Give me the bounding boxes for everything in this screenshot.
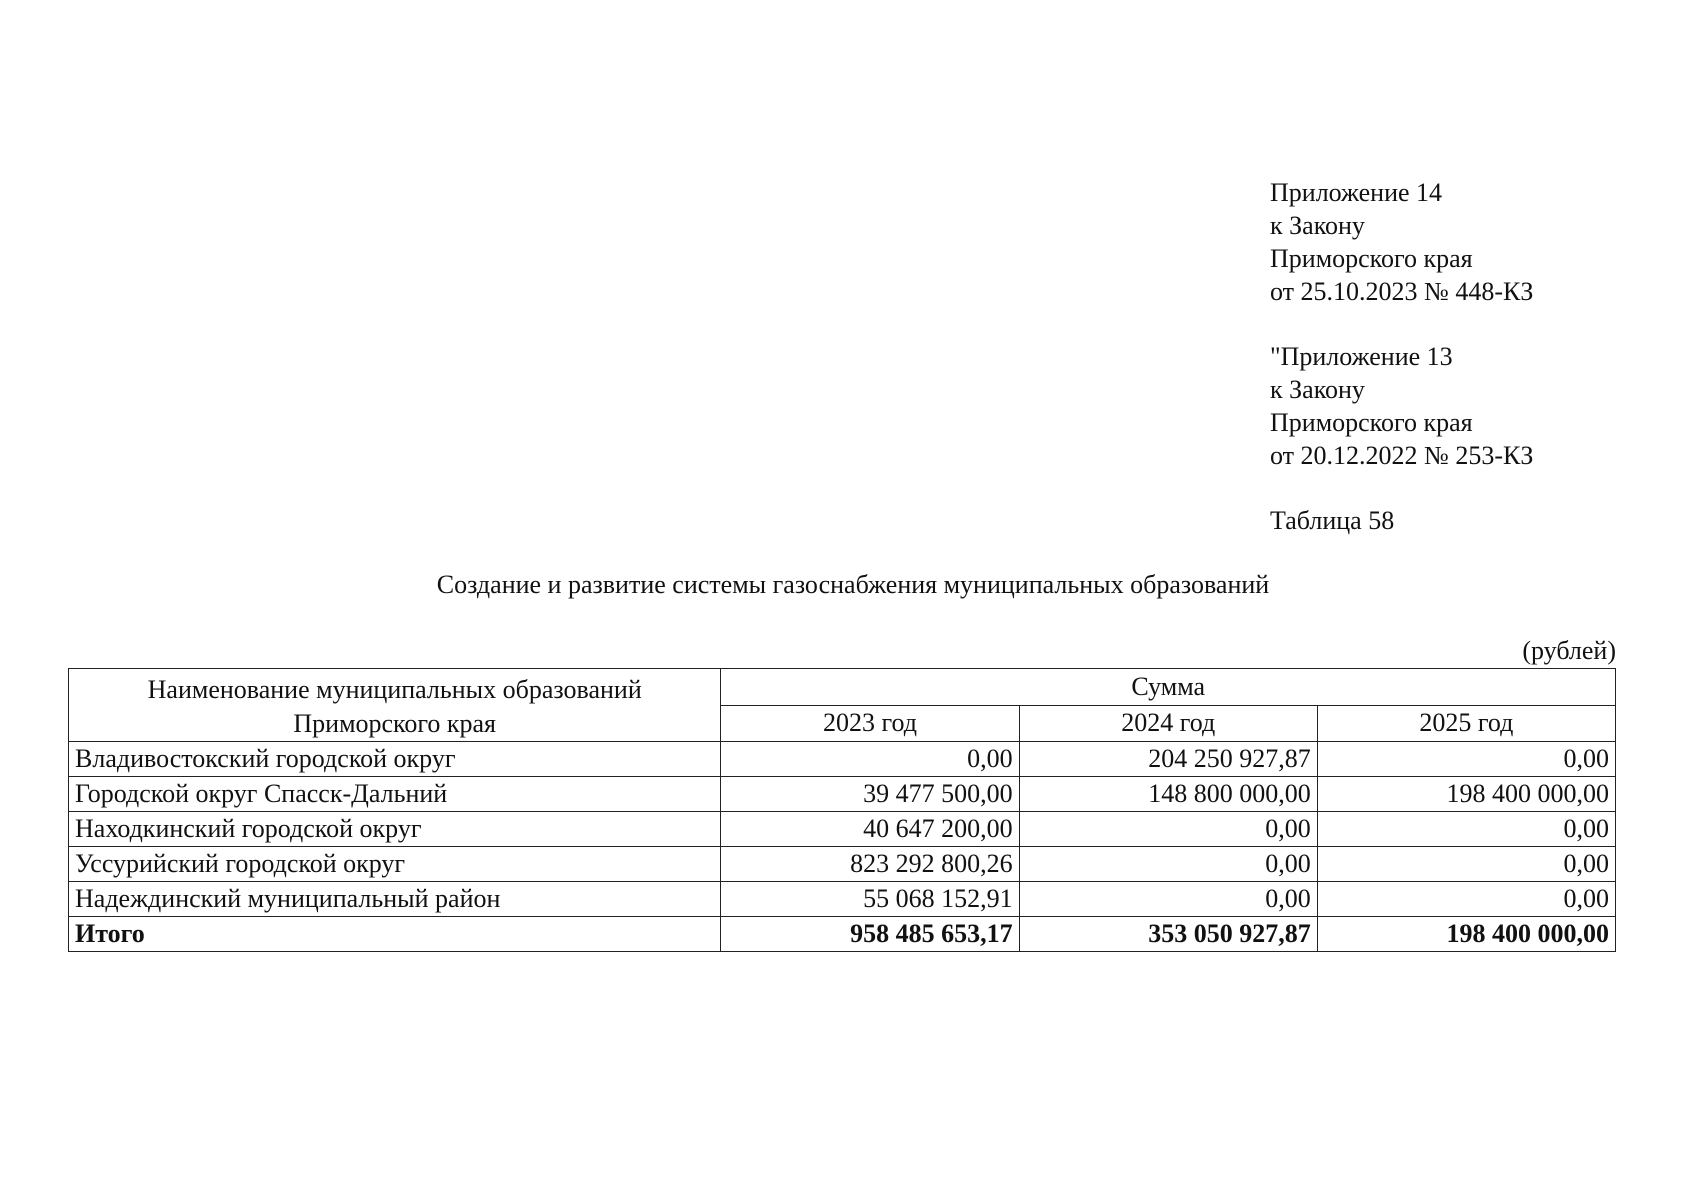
appendix-line: Приморского края bbox=[1270, 244, 1473, 273]
amount-2023: 0,00 bbox=[721, 742, 1019, 777]
quoted-appendix-line: "Приложение 13 bbox=[1270, 342, 1453, 371]
municipality-name: Надеждинский муниципальный район bbox=[69, 882, 721, 917]
document-title: Создание и развитие системы газоснабжения муниципальных образований bbox=[436, 570, 1270, 599]
table-header-row bbox=[69, 669, 1616, 706]
amount-2024: 0,00 bbox=[1019, 882, 1317, 917]
amount-2024: 0,00 bbox=[1019, 847, 1317, 882]
municipality-name: Владивостокский городской округ bbox=[69, 742, 721, 777]
appendix-line: к Закону bbox=[1270, 211, 1365, 240]
units-label: (рублей) bbox=[1522, 636, 1616, 665]
municipality-header-line: Приморского края bbox=[293, 709, 497, 738]
amount-2025: 198 400 000,00 bbox=[1317, 777, 1615, 812]
amount-2025: 0,00 bbox=[1317, 847, 1615, 882]
amount-2023: 823 292 800,26 bbox=[721, 847, 1019, 882]
year-2024-header: 2024 год bbox=[1019, 705, 1317, 742]
amount-2025: 0,00 bbox=[1317, 882, 1615, 917]
amount-2025: 0,00 bbox=[1317, 742, 1615, 777]
municipality-name: Находкинский городской округ bbox=[69, 812, 721, 847]
total-2024: 353 050 927,87 bbox=[1019, 917, 1317, 952]
table-number-label: Таблица 58 bbox=[1270, 506, 1395, 535]
table-total-row bbox=[69, 917, 1616, 952]
amount-2024: 148 800 000,00 bbox=[1019, 777, 1317, 812]
quoted-appendix-line: Приморского края bbox=[1270, 408, 1473, 437]
appendix-line: от 25.10.2023 № 448-КЗ bbox=[1270, 277, 1534, 306]
table-row bbox=[69, 882, 1616, 917]
municipality-header-line: Наименование муниципальных образований bbox=[147, 675, 642, 704]
table-row bbox=[69, 777, 1616, 812]
municipality-column-header bbox=[69, 669, 721, 742]
table-number bbox=[1270, 504, 1394, 537]
appendix-heading bbox=[1270, 176, 1533, 308]
amount-2023: 39 477 500,00 bbox=[721, 777, 1019, 812]
total-2025: 198 400 000,00 bbox=[1317, 917, 1615, 952]
sum-column-header: Сумма bbox=[721, 669, 1616, 706]
amount-2024: 0,00 bbox=[1019, 812, 1317, 847]
municipality-name: Городской округ Спасск-Дальний bbox=[69, 777, 721, 812]
quoted-appendix-heading bbox=[1270, 340, 1533, 472]
quoted-appendix-line: к Закону bbox=[1270, 375, 1365, 404]
document-title-row bbox=[0, 568, 1698, 601]
table-row bbox=[69, 847, 1616, 882]
total-2023: 958 485 653,17 bbox=[721, 917, 1019, 952]
total-label: Итого bbox=[69, 917, 721, 952]
table-row bbox=[69, 742, 1616, 777]
table-row bbox=[69, 812, 1616, 847]
funding-table bbox=[68, 668, 1616, 952]
amount-2025: 0,00 bbox=[1317, 812, 1615, 847]
amount-2024: 204 250 927,87 bbox=[1019, 742, 1317, 777]
quoted-appendix-line: от 20.12.2022 № 253-КЗ bbox=[1270, 441, 1534, 470]
municipality-name: Уссурийский городской округ bbox=[69, 847, 721, 882]
amount-2023: 55 068 152,91 bbox=[721, 882, 1019, 917]
year-2023-header: 2023 год bbox=[721, 705, 1019, 742]
amount-2023: 40 647 200,00 bbox=[721, 812, 1019, 847]
year-2025-header: 2025 год bbox=[1317, 705, 1615, 742]
appendix-line: Приложение 14 bbox=[1270, 178, 1443, 207]
